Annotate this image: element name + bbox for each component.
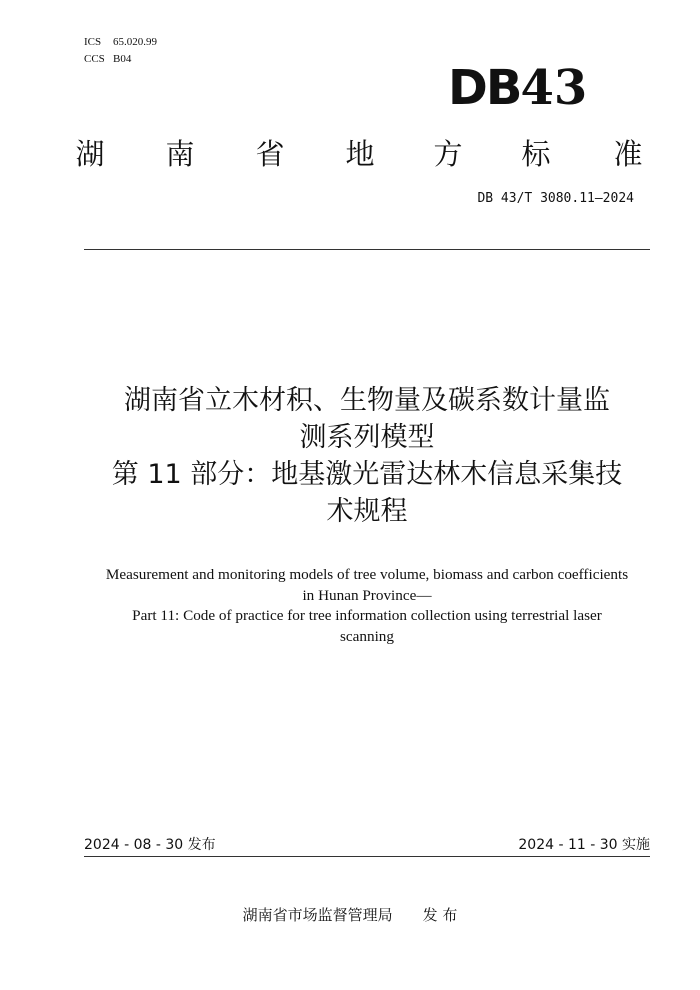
- ics-label: ICS: [84, 36, 102, 48]
- standard-type-char: 标: [521, 137, 551, 171]
- standard-number: DB 43/T 3080.11—2024: [477, 191, 634, 206]
- implement-date: 2024 - 11 - 30 实施: [518, 837, 650, 853]
- ccs-code: B04: [113, 53, 132, 65]
- standard-type-char: 地: [345, 137, 375, 171]
- standard-type-char: 湖: [75, 137, 105, 171]
- issuer-action: 发 布: [422, 906, 458, 924]
- ccs-line: [84, 52, 131, 66]
- title-cn-line: 湖南省立木材积、生物量及碳系数计量监: [124, 385, 610, 416]
- title-cn: [84, 382, 650, 530]
- title-cn-line: 测系列模型: [299, 422, 435, 453]
- title-en-line: Part 11: Code of practice for tree information collection using terrestrial laser: [132, 607, 602, 624]
- db-logo-letters: DB: [448, 60, 521, 116]
- issuer: [0, 905, 700, 925]
- ics-line: [84, 35, 157, 49]
- issuer-name: 湖南省市场监督管理局: [242, 906, 393, 924]
- title-cn-line: 术规程: [326, 496, 408, 527]
- ccs-label: CCS: [84, 53, 105, 65]
- footer-divider: [84, 856, 650, 857]
- title-en: [78, 565, 656, 647]
- title-en-line: in Hunan Province—: [302, 586, 432, 604]
- db-logo-number: 43: [520, 60, 588, 116]
- title-en-line: Measurement and monitoring models of tree volume, biomass and carbon coefficients: [105, 566, 629, 583]
- standard-type-char: 南: [165, 137, 195, 171]
- standard-type-char: 省: [255, 137, 285, 171]
- standard-type-char: 准: [613, 137, 643, 171]
- header-divider: [84, 249, 650, 250]
- title-en-line: scanning: [340, 627, 394, 645]
- publish-date: 2024 - 08 - 30 发布: [84, 837, 216, 853]
- db-logo: [448, 58, 587, 118]
- ics-code: 65.020.99: [113, 36, 157, 48]
- title-cn-line: 第 11 部分：地基激光雷达林木信息采集技: [111, 459, 623, 490]
- standard-type-char: 方: [433, 137, 463, 171]
